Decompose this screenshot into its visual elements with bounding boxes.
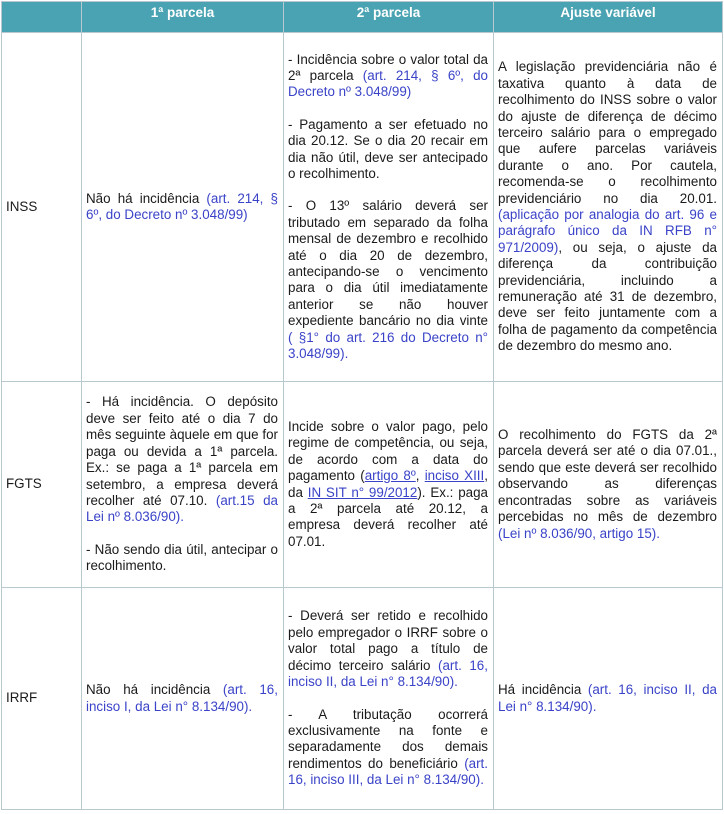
contribution-table bbox=[1, 1, 723, 810]
inss-c1-legal-ref: (art. 214, § 6º, do Decreto nº 3.048/99) bbox=[86, 190, 278, 222]
irrf-c2-p1-legal-ref: (art. 16, inciso II, da Lei n° 8.134/90). bbox=[288, 657, 488, 690]
fgts-c2-text2: ). Ex.: paga a 2ª parcela até 20.12, a empresa deverá recolher até 07.01. bbox=[288, 484, 488, 549]
row-label-fgts: FGTS bbox=[2, 382, 82, 588]
row-label-inss: INSS bbox=[2, 33, 82, 382]
irrf-c2-p2-legal-ref: (art. 16, inciso III, da Lei n° 8.134/90). bbox=[288, 755, 488, 788]
header-first-installment: 1ª parcela bbox=[82, 2, 284, 33]
irrf-first-installment bbox=[82, 588, 284, 810]
irrf-c2-p2-text: - A tributação ocorrerá exclusivamente na fonte e separadamente dos demais rendimentos do beneficiário bbox=[288, 706, 488, 771]
fgts-c2-text1: Incide sobre o valor pago, pelo regime de competência, ou seja, de acordo com a data do pagamento ( bbox=[288, 418, 488, 484]
inss-c2-p3-legal-ref: ( §1° do art. 216 do Decreto n° 3.048/99). bbox=[288, 329, 488, 362]
inss-c3-text1: A legislação previdenciária não é taxativa quanto à data de recolhimento do INSS sobre o valor do ajuste de diferença de décimo terceiro salário para o empregado que aufere parcelas variáveis durante o ano. Por cautela, recomenda-se o recolhimento previdenciário no dia 20.01. bbox=[498, 59, 717, 206]
fgts-second-installment bbox=[284, 382, 494, 588]
irrf-c2-p1-text: - Deverá ser retido e recolhido pelo empregador o IRRF sobre o valor total pago a título de décimo terceiro salário bbox=[288, 608, 488, 673]
irrf-c3-legal-ref: (art. 16, inciso II, da Lei n° 8.134/90). bbox=[498, 682, 717, 714]
inss-c1-text: Não há incidência bbox=[86, 190, 207, 206]
header-row bbox=[2, 2, 723, 33]
fgts-c3-legal-ref: (Lei nº 8.036/90, artigo 15). bbox=[498, 525, 660, 541]
fgts-c2-sep2: , da bbox=[288, 468, 488, 500]
fgts-c1-p1-legal-ref: (art.15 da Lei nº 8.036/90). bbox=[86, 492, 278, 525]
fgts-c1-p1-text: - Há incidência. O depósito deve ser feito até o dia 7 do mês seguinte àquele em que for paga ou devida a 1ª parcela. Ex.: se paga a 1ª parcela em setembro, a empresa deverá recolher até 07.10. bbox=[86, 394, 278, 508]
inss-first-installment bbox=[82, 33, 284, 382]
header-blank bbox=[2, 2, 82, 33]
inss-variable-adjustment bbox=[494, 33, 723, 382]
header-variable-adjustment: Ajuste variável bbox=[494, 2, 723, 33]
irrf-variable-adjustment bbox=[494, 588, 723, 810]
fgts-c2-sep1: , bbox=[415, 468, 425, 484]
table-row-inss bbox=[2, 33, 723, 382]
inss-c3-legal-ref: (aplicação por analogia do art. 96 e parágrafo único da IN RFB n° 971/2009) bbox=[498, 207, 717, 255]
inss-c2-p1-text: - Incidência sobre o valor total da 2ª parcela bbox=[288, 51, 488, 83]
table-row-fgts bbox=[2, 382, 723, 588]
fgts-variable-adjustment bbox=[494, 382, 723, 588]
inss-c3-text2: , ou seja, o ajuste da diferença da contribuição previdenciária, incluindo a remuneração até 31 de dezembro, deve ser feito juntamente com a folha de pagamento da competência de dezembro do mesmo ano. bbox=[498, 239, 717, 354]
fgts-c3-text: O recolhimento do FGTS da 2ª parcela deverá ser até o dia 07.01., sendo que este deverá ser recolhido observando as diferenças encontradas sobre as variáveis percebidas no mês de dezembro bbox=[498, 427, 717, 525]
fgts-first-installment bbox=[82, 382, 284, 588]
inss-c2-p3-text: - O 13º salário deverá ser tributado em separado da folha mensal de dezembro e recolhido até o dia 20 de dezembro, antecipando-se o vencimento para o dia útil imediatamente anterior se não houver expediente bancário no dia vinte bbox=[288, 198, 488, 329]
link-inciso-xiii[interactable]: inciso XIII bbox=[424, 468, 485, 484]
link-in-sit-99-2012[interactable]: IN SIT n° 99/2012 bbox=[307, 484, 418, 500]
header-second-installment: 2ª parcela bbox=[284, 2, 494, 33]
irrf-c1-legal-ref: (art. 16, inciso I, da Lei n° 8.134/90). bbox=[86, 682, 278, 714]
link-artigo-8[interactable]: artigo 8º bbox=[364, 468, 416, 484]
row-label-irrf: IRRF bbox=[2, 588, 82, 810]
fgts-c1-p2-text: - Não sendo dia útil, antecipar o recolhimento. bbox=[86, 541, 278, 574]
irrf-c1-text: Não há incidência bbox=[86, 682, 223, 698]
inss-c2-p1-legal-ref: (art. 214, § 6º, do Decreto nº 3.048/99) bbox=[288, 67, 488, 100]
irrf-second-installment bbox=[284, 588, 494, 810]
inss-c2-p2-text: - Pagamento a ser efetuado no dia 20.12. Se o dia 20 recair em dia não útil, deve ser antecipado o recolhimento. bbox=[288, 116, 488, 181]
inss-second-installment bbox=[284, 33, 494, 382]
irrf-c3-text: Há incidência bbox=[498, 682, 588, 698]
table-row-irrf bbox=[2, 588, 723, 810]
